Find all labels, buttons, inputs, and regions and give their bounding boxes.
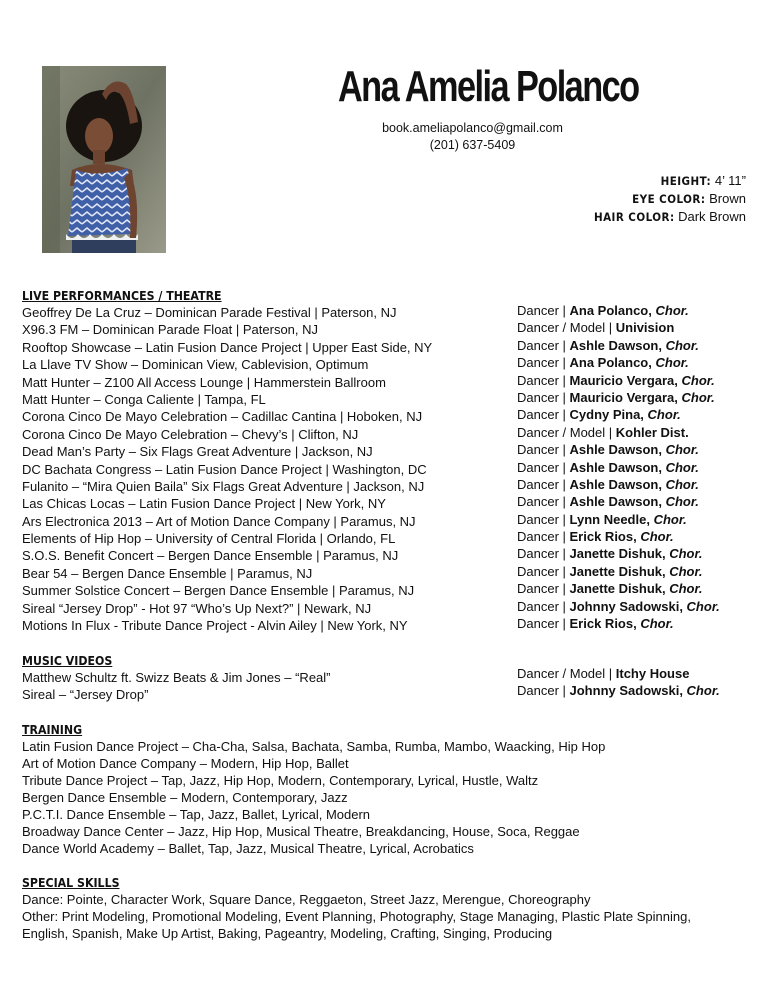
phone-text: (201) 637-5409 (429, 138, 516, 152)
training-item: Broadway Dance Center – Jazz, Hip Hop, Musical Theatre, Breakdancing, House, Soca, Reggae (22, 824, 580, 839)
music-roles-list (517, 665, 720, 700)
chor-label: Chor. (681, 372, 715, 388)
live-credit-row (517, 528, 720, 545)
contact-info (340, 120, 605, 154)
training-item: Latin Fusion Dance Project – Cha-Cha, Salsa, Bachata, Samba, Rumba, Mambo, Waacking, Hip Hop (22, 739, 606, 754)
credit-name: Ashle Dawson, (569, 459, 666, 475)
credit-name: Mauricio Vergara, (569, 389, 682, 405)
live-credit-row (517, 372, 720, 389)
training-list (22, 738, 605, 857)
credit-name: Cydny Pina, (569, 407, 648, 423)
live-event: X96.3 FM – Dominican Parade Float | Paterson, NJ (22, 322, 319, 338)
credit-name: Mauricio Vergara, (569, 372, 682, 388)
credit-name: Janette Dishuk, (569, 546, 670, 562)
role-text: Dancer | (517, 337, 570, 353)
live-credit-row (517, 424, 720, 441)
section-title-music: MUSIC VIDEOS (22, 653, 113, 668)
credit-name: Ashle Dawson, (569, 337, 666, 353)
headshot-photo (42, 66, 166, 253)
hair-color-value: Dark Brown (678, 209, 746, 224)
role-text: Dancer | (517, 581, 570, 597)
live-roles-list (517, 302, 720, 632)
training-item: Tribute Dance Project – Tap, Jazz, Hip Hop, Modern, Contemporary, Lyrical, Hustle, Waltz (22, 773, 539, 788)
chor-label: Chor. (669, 581, 703, 597)
live-credit-row (517, 302, 720, 319)
chor-label: Chor. (665, 459, 699, 475)
live-event: Matt Hunter – Conga Caliente | Tampa, FL (22, 391, 266, 407)
live-credit-row (517, 598, 720, 615)
chor-label: Chor. (665, 494, 699, 510)
live-credit-row (517, 459, 720, 476)
live-credit-row (517, 337, 720, 354)
credit-name: Erick Rios, (569, 616, 641, 632)
eye-color-label: EYE COLOR: (632, 192, 706, 206)
chor-label: Chor. (655, 303, 689, 318)
live-credit-row (517, 406, 720, 423)
training-item: Dance World Academy – Ballet, Tap, Jazz, Musical Theatre, Lyrical, Acrobatics (22, 841, 474, 856)
live-credit-row (517, 580, 720, 597)
role-text: Dancer / Model | (517, 320, 616, 336)
live-event: Summer Solstice Concert – Bergen Dance Ensemble | Paramus, NJ (22, 583, 415, 599)
credit-name: Kohler Dist. (615, 424, 689, 440)
height-row (585, 172, 746, 190)
live-event: Ars Electronica 2013 – Art of Motion Dance Company | Paramus, NJ (22, 513, 416, 529)
skills-line: Dance: Pointe, Character Work, Square Dance, Reggaeton, Street Jazz, Merengue, Choreography (22, 892, 591, 907)
chor-label: Chor. (647, 407, 681, 423)
credit-name: Ashle Dawson, (569, 442, 666, 458)
role-text: Dancer | (517, 389, 570, 405)
chor-label: Chor. (655, 355, 689, 371)
vital-stats (585, 172, 746, 226)
training-item: P.C.T.I. Dance Ensemble – Tap, Jazz, Ballet, Lyrical, Modern (22, 807, 371, 822)
section-title-training: TRAINING (22, 722, 83, 737)
training-item: Bergen Dance Ensemble – Modern, Contemporary, Jazz (22, 790, 348, 805)
skills-list (22, 891, 691, 942)
credit-name: Ashle Dawson, (569, 494, 666, 510)
live-credit-row (517, 354, 720, 371)
live-event: S.O.S. Benefit Concert – Bergen Dance Ensemble | Paramus, NJ (22, 548, 399, 564)
live-event: Corona Cinco De Mayo Celebration – Cadillac Cantina | Hoboken, NJ (22, 409, 423, 425)
role-text: Dancer | (517, 372, 570, 388)
height-label: HEIGHT: (660, 174, 712, 188)
live-event: Corona Cinco De Mayo Celebration – Chevy’s | Clifton, NJ (22, 426, 359, 442)
role-text: Dancer | (517, 303, 570, 318)
credit-name: Ana Polanco, (569, 355, 656, 371)
live-event: Geoffrey De La Cruz – Dominican Parade Festival | Paterson, NJ (22, 305, 397, 320)
live-event: Motions In Flux - Tribute Dance Project - Alvin Ailey | New York, NY (22, 618, 408, 634)
music-event: Sireal – “Jersey Drop” (22, 687, 149, 703)
role-text: Dancer | (517, 442, 570, 458)
credit-name: Erick Rios, (569, 529, 641, 545)
role-text: Dancer | (517, 546, 570, 562)
role-text: Dancer | (517, 494, 570, 510)
role-text: Dancer | (517, 563, 570, 579)
chor-label: Chor. (665, 442, 699, 458)
credit-name: Itchy House (615, 666, 690, 681)
skills-line: Other: Print Modeling, Promotional Modeling, Event Planning, Photography, Stage Managing, Plastic Plate Spinning, (22, 909, 691, 924)
live-credit-row (517, 615, 720, 632)
music-credit-row (517, 665, 720, 682)
credit-name: Janette Dishuk, (569, 581, 670, 597)
live-event: Las Chicas Locas – Latin Fusion Dance Project | New York, NY (22, 496, 386, 512)
training-item: Art of Motion Dance Company – Modern, Hip Hop, Ballet (22, 756, 349, 771)
live-event: Rooftop Showcase – Latin Fusion Dance Project | Upper East Side, NY (22, 339, 433, 355)
eye-color-row (585, 190, 746, 208)
live-credit-row (517, 563, 720, 580)
role-text: Dancer | (517, 459, 570, 475)
chor-label: Chor. (681, 389, 715, 405)
role-text: Dancer | (517, 598, 570, 614)
chor-label: Chor. (686, 683, 720, 699)
chor-label: Chor. (686, 598, 720, 614)
live-event: La Llave TV Show – Dominican View, Cablevision, Optimum (22, 357, 369, 373)
live-credit-row (517, 511, 720, 528)
chor-label: Chor. (669, 546, 703, 562)
live-events-list (22, 304, 432, 634)
live-event: DC Bachata Congress – Latin Fusion Dance Project | Washington, DC (22, 461, 427, 477)
music-event: Matthew Schultz ft. Swizz Beats & Jim Jones – “Real” (22, 670, 331, 685)
live-credit-row (517, 476, 720, 493)
role-text: Dancer | (517, 476, 570, 492)
hair-color-row (585, 208, 746, 226)
skills-line: English, Spanish, Make Up Artist, Baking, Pageantry, Modeling, Crafting, Singing, Producing (22, 926, 553, 941)
credit-name: Ashle Dawson, (569, 476, 666, 492)
eye-color-value: Brown (709, 191, 746, 206)
section-title-live: LIVE PERFORMANCES / THEATRE (22, 288, 222, 303)
section-title-skills: SPECIAL SKILLS (22, 875, 120, 890)
live-credit-row (517, 319, 720, 336)
chor-label: Chor. (665, 337, 699, 353)
live-event: Dead Man’s Party – Six Flags Great Adventure | Jackson, NJ (22, 444, 373, 460)
live-credit-row (517, 389, 720, 406)
chor-label: Chor. (640, 616, 674, 632)
credit-name: Lynn Needle, (569, 511, 654, 527)
hair-color-label: HAIR COLOR: (593, 210, 675, 224)
credit-name: Janette Dishuk, (569, 563, 670, 579)
role-text: Dancer | (517, 616, 570, 632)
live-event: Elements of Hip Hop – University of Central Florida | Orlando, FL (22, 531, 396, 547)
music-events-list (22, 669, 331, 704)
credit-name: Ana Polanco, (569, 303, 656, 318)
credit-name: Johnny Sadowski, (569, 683, 687, 699)
role-text: Dancer | (517, 683, 570, 699)
chor-label: Chor. (669, 563, 703, 579)
music-credit-row (517, 682, 720, 699)
role-text: Dancer | (517, 511, 570, 527)
role-text: Dancer | (517, 355, 570, 371)
email-text[interactable]: book.ameliapolanco@gmail.com (382, 121, 563, 135)
chor-label: Chor. (653, 511, 687, 527)
credit-name: Univision (615, 320, 675, 336)
live-event: Bear 54 – Bergen Dance Ensemble | Paramus, NJ (22, 565, 313, 581)
height-value: 4’ 11” (714, 173, 746, 188)
role-text: Dancer | (517, 529, 570, 545)
candidate-name: Ana Amelia Polanco (337, 62, 639, 111)
live-event: Sireal “Jersey Drop” - Hot 97 “Who’s Up Next?” | Newark, NJ (22, 600, 372, 616)
live-credit-row (517, 493, 720, 510)
live-event: Fulanito – “Mira Quien Baila” Six Flags Great Adventure | Jackson, NJ (22, 478, 425, 494)
role-text: Dancer | (517, 407, 570, 423)
role-text: Dancer / Model | (517, 424, 616, 440)
chor-label: Chor. (640, 529, 674, 545)
live-event: Matt Hunter – Z100 All Access Lounge | Hammerstein Ballroom (22, 374, 386, 390)
chor-label: Chor. (665, 476, 699, 492)
live-credit-row (517, 545, 720, 562)
live-credit-row (517, 441, 720, 458)
role-text: Dancer / Model | (517, 666, 616, 681)
credit-name: Johnny Sadowski, (569, 598, 687, 614)
